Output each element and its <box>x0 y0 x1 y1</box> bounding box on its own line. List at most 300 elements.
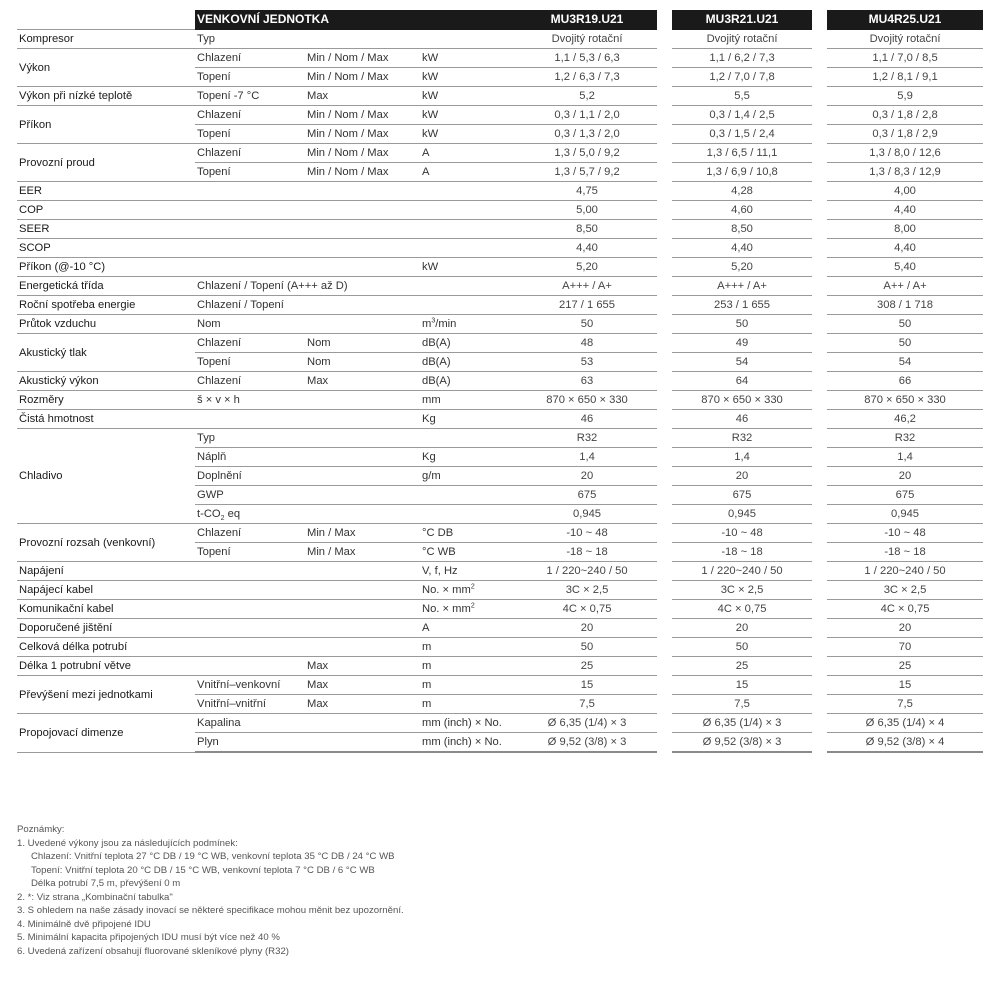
column-gap <box>812 49 827 68</box>
table-row <box>17 410 983 429</box>
table-row <box>17 30 983 49</box>
row-unit <box>420 695 517 714</box>
row-condition <box>195 201 305 220</box>
value-cell-model-2: 50 <box>672 638 812 657</box>
value-cell-model-2: R32 <box>672 429 812 448</box>
value-cell-model-3: 4,40 <box>827 201 983 220</box>
column-gap <box>657 239 672 258</box>
value-cell-model-3: 5,40 <box>827 258 983 277</box>
column-gap <box>657 87 672 106</box>
value-cell-model-3: A++ / A+ <box>827 277 983 296</box>
column-gap <box>657 106 672 125</box>
column-gap <box>812 201 827 220</box>
value-cell-model-2: 7,5 <box>672 695 812 714</box>
row-unit <box>420 714 517 733</box>
table-row <box>17 619 983 638</box>
value-cell-model-1: 675 <box>517 486 657 505</box>
row-unit <box>420 467 517 486</box>
row-unit <box>420 562 517 581</box>
row-condition <box>195 49 305 68</box>
table-row <box>17 600 983 619</box>
value-cell-model-2: -10 ~ 48 <box>672 524 812 543</box>
row-mode: Nom <box>305 334 420 353</box>
value-cell-model-1: 1,3 / 5,0 / 9,2 <box>517 144 657 163</box>
column-gap <box>812 486 827 505</box>
value-cell-model-3: 8,00 <box>827 220 983 239</box>
row-unit <box>420 30 517 49</box>
value-cell-model-2: A+++ / A+ <box>672 277 812 296</box>
row-condition <box>195 676 305 695</box>
value-cell-model-1: 5,00 <box>517 201 657 220</box>
value-cell-model-1: 1,2 / 6,3 / 7,3 <box>517 68 657 87</box>
condition-text: Topení <box>197 546 231 558</box>
row-label: Doporučené jištění <box>17 619 195 638</box>
value-cell-model-3: -10 ~ 48 <box>827 524 983 543</box>
row-unit <box>420 87 517 106</box>
row-mode <box>305 467 420 486</box>
value-cell-model-2: 4,28 <box>672 182 812 201</box>
condition-text: Plyn <box>197 736 219 748</box>
row-unit <box>420 334 517 353</box>
note-line: 1. Uvedené výkony jsou za následujících podmínek: <box>17 837 238 849</box>
column-gap <box>657 125 672 144</box>
row-unit <box>420 125 517 144</box>
value-cell-model-1: 217 / 1 655 <box>517 296 657 315</box>
unit-text: mm (inch) × No. <box>422 736 502 748</box>
value-cell-model-1: Ø 9,52 (3/8) × 3 <box>517 733 657 753</box>
note-line: Topení: Vnitřní teplota 20 °C DB / 15 °C WB, venkovní teplota 7 °C DB / 6 °C WB <box>31 864 375 876</box>
condition-text: Topení <box>197 166 231 178</box>
value-cell-model-1: 4C × 0,75 <box>517 600 657 619</box>
row-condition <box>195 277 420 296</box>
unit-text: kW <box>422 71 439 83</box>
column-gap <box>812 87 827 106</box>
row-mode: Max <box>305 695 420 714</box>
row-mode <box>305 30 420 49</box>
column-gap <box>812 163 827 182</box>
row-label: Příkon <box>17 106 195 144</box>
condition-text: Chlazení / Topení (A+++ až D) <box>197 280 348 292</box>
row-mode: Min / Nom / Max <box>305 163 420 182</box>
value-cell-model-2: 870 × 650 × 330 <box>672 391 812 410</box>
value-cell-model-2: 54 <box>672 353 812 372</box>
row-unit <box>420 353 517 372</box>
table-row <box>17 714 983 733</box>
column-gap <box>812 182 827 201</box>
row-label: Délka 1 potrubní větve <box>17 657 195 676</box>
value-cell-model-2: 1 / 220~240 / 50 <box>672 562 812 581</box>
row-condition <box>195 581 305 600</box>
row-label: Energetická třída <box>17 277 195 296</box>
value-cell-model-3: 1,3 / 8,3 / 12,9 <box>827 163 983 182</box>
row-condition <box>195 695 305 714</box>
note-line: 4. Minimálně dvě připojené IDU <box>17 918 151 930</box>
condition-text: t-CO <box>197 508 221 520</box>
value-cell-model-3: 20 <box>827 619 983 638</box>
row-mode <box>305 733 420 753</box>
value-cell-model-2: 1,1 / 6,2 / 7,3 <box>672 49 812 68</box>
column-gap <box>657 638 672 657</box>
value-cell-model-1: R32 <box>517 429 657 448</box>
table-row <box>17 106 983 125</box>
row-condition <box>195 125 305 144</box>
row-label: Propojovací dimenze <box>17 714 195 753</box>
value-cell-model-3: 15 <box>827 676 983 695</box>
row-condition <box>195 733 305 753</box>
value-cell-model-2: 46 <box>672 410 812 429</box>
row-mode: Min / Nom / Max <box>305 68 420 87</box>
row-mode <box>305 600 420 619</box>
unit-text: Kg <box>422 451 436 463</box>
row-unit <box>420 106 517 125</box>
column-gap <box>812 714 827 733</box>
table-row <box>17 562 983 581</box>
row-label: Výkon při nízké teplotě <box>17 87 195 106</box>
value-cell-model-1: Dvojitý rotační <box>517 30 657 49</box>
row-unit <box>420 68 517 87</box>
column-gap <box>657 733 672 753</box>
column-gap <box>657 68 672 87</box>
row-unit <box>420 182 517 201</box>
row-unit <box>420 543 517 562</box>
row-condition <box>195 68 305 87</box>
column-gap <box>657 581 672 600</box>
column-gap <box>657 505 672 524</box>
value-cell-model-3: 5,9 <box>827 87 983 106</box>
condition-text: Chlazení <box>197 52 242 64</box>
row-unit <box>420 524 517 543</box>
table-row <box>17 144 983 163</box>
unit-text: kW <box>422 52 439 64</box>
column-gap <box>657 182 672 201</box>
value-cell-model-2: Dvojitý rotační <box>672 30 812 49</box>
value-cell-model-3: 0,945 <box>827 505 983 524</box>
value-cell-model-3: 0,3 / 1,8 / 2,9 <box>827 125 983 144</box>
unit-superscript: 2 <box>470 602 475 610</box>
row-mode <box>305 505 420 524</box>
table-row <box>17 391 983 410</box>
table-row <box>17 429 983 448</box>
row-unit <box>420 505 517 524</box>
condition-text: Kapalina <box>197 717 241 729</box>
value-cell-model-3: Ø 9,52 (3/8) × 4 <box>827 733 983 753</box>
column-gap <box>657 315 672 334</box>
row-condition <box>195 296 420 315</box>
condition-text: Typ <box>197 432 216 444</box>
row-unit <box>420 733 517 753</box>
value-cell-model-3: 7,5 <box>827 695 983 714</box>
column-gap <box>657 372 672 391</box>
row-label: Napájení <box>17 562 195 581</box>
unit-text: °C DB <box>422 527 454 539</box>
row-unit <box>420 657 517 676</box>
row-unit <box>420 600 517 619</box>
spec-table <box>17 10 983 753</box>
value-cell-model-3: 1,2 / 8,1 / 9,1 <box>827 68 983 87</box>
row-unit <box>420 49 517 68</box>
spec-table-body <box>17 30 983 753</box>
unit-text: dB(A) <box>422 356 451 368</box>
column-gap <box>812 220 827 239</box>
column-gap <box>812 334 827 353</box>
value-cell-model-1: 50 <box>517 315 657 334</box>
row-condition <box>195 106 305 125</box>
value-cell-model-1: 3C × 2,5 <box>517 581 657 600</box>
value-cell-model-3: -18 ~ 18 <box>827 543 983 562</box>
condition-text: Vnitřní–vnitřní <box>197 698 267 710</box>
column-gap <box>812 581 827 600</box>
row-condition <box>195 258 305 277</box>
column-gap <box>812 315 827 334</box>
column-gap <box>657 30 672 49</box>
unit-text: m <box>422 318 432 330</box>
row-mode: Min / Max <box>305 543 420 562</box>
column-gap <box>657 277 672 296</box>
column-gap <box>812 524 827 543</box>
row-mode <box>305 581 420 600</box>
row-unit <box>420 429 517 448</box>
row-unit <box>420 296 517 315</box>
row-condition <box>195 429 305 448</box>
unit-text: m <box>422 641 432 653</box>
condition-text: Doplnění <box>197 470 242 482</box>
value-cell-model-3: Ø 6,35 (1/4) × 4 <box>827 714 983 733</box>
value-cell-model-3: 70 <box>827 638 983 657</box>
row-unit <box>420 448 517 467</box>
column-gap <box>812 676 827 695</box>
table-row <box>17 239 983 258</box>
column-gap <box>812 505 827 524</box>
row-label: Průtok vzduchu <box>17 315 195 334</box>
value-cell-model-2: 5,20 <box>672 258 812 277</box>
value-cell-model-2: 1,3 / 6,5 / 11,1 <box>672 144 812 163</box>
value-cell-model-1: 5,20 <box>517 258 657 277</box>
unit-text: A <box>422 622 430 634</box>
value-cell-model-3: 54 <box>827 353 983 372</box>
column-gap <box>812 638 827 657</box>
value-cell-model-3: 25 <box>827 657 983 676</box>
column-gap <box>657 695 672 714</box>
column-gap <box>657 334 672 353</box>
value-cell-model-2: 49 <box>672 334 812 353</box>
note-line: 2. *: Viz strana „Kombinační tabulka" <box>17 891 173 903</box>
note-line: 5. Minimální kapacita připojených IDU musí být více než 40 % <box>17 932 280 943</box>
table-row <box>17 277 983 296</box>
row-condition <box>195 638 305 657</box>
column-gap <box>657 49 672 68</box>
row-label: Čistá hmotnost <box>17 410 195 429</box>
row-mode <box>305 486 420 505</box>
row-label: Napájecí kabel <box>17 581 195 600</box>
value-cell-model-1: 1,3 / 5,7 / 9,2 <box>517 163 657 182</box>
value-cell-model-3: 4,00 <box>827 182 983 201</box>
note-line: 3. S ohledem na naše zásady inovací se některé specifikace mohou měnit bez upozornění. <box>17 905 404 916</box>
column-gap <box>812 258 827 277</box>
row-label: Rozměry <box>17 391 195 410</box>
value-cell-model-3: 20 <box>827 467 983 486</box>
column-gap <box>812 600 827 619</box>
row-condition <box>195 448 305 467</box>
value-cell-model-1: Ø 6,35 (1/4) × 3 <box>517 714 657 733</box>
value-cell-model-1: 1,1 / 5,3 / 6,3 <box>517 49 657 68</box>
condition-text: Chlazení <box>197 337 242 349</box>
condition-text: Topení <box>197 71 231 83</box>
value-cell-model-3: 4C × 0,75 <box>827 600 983 619</box>
value-cell-model-2: Ø 9,52 (3/8) × 3 <box>672 733 812 753</box>
unit-text: m <box>422 698 432 710</box>
row-label: Výkon <box>17 49 195 87</box>
row-unit <box>420 201 517 220</box>
condition-text: Vnitřní–venkovní <box>197 679 281 691</box>
note-line: Chlazení: Vnitřní teplota 27 °C DB / 19 °C WB, venkovní teplota 35 °C DB / 24 °C WB <box>31 851 395 862</box>
value-cell-model-3: 0,3 / 1,8 / 2,8 <box>827 106 983 125</box>
row-label: Provozní proud <box>17 144 195 182</box>
column-gap <box>657 467 672 486</box>
column-gap <box>812 429 827 448</box>
row-unit <box>420 619 517 638</box>
row-condition <box>195 524 305 543</box>
unit-text: A <box>422 166 430 178</box>
row-condition <box>195 334 305 353</box>
unit-text: m <box>422 660 432 672</box>
column-gap <box>812 410 827 429</box>
row-unit <box>420 372 517 391</box>
column-gap <box>657 676 672 695</box>
table-title: VENKOVNÍ JEDNOTKA <box>195 10 517 30</box>
note-line: Délka potrubí 7,5 m, převýšení 0 m <box>31 878 181 889</box>
value-cell-model-2: 64 <box>672 372 812 391</box>
model-header-3: MU4R25.U21 <box>827 10 983 30</box>
row-label: SCOP <box>17 239 195 258</box>
value-cell-model-2: 0,945 <box>672 505 812 524</box>
header-row <box>17 10 983 30</box>
unit-text: g/m <box>422 470 441 482</box>
column-gap <box>812 467 827 486</box>
table-row <box>17 315 983 334</box>
table-row <box>17 657 983 676</box>
value-cell-model-1: 53 <box>517 353 657 372</box>
value-cell-model-1: 5,2 <box>517 87 657 106</box>
value-cell-model-2: -18 ~ 18 <box>672 543 812 562</box>
column-gap <box>657 163 672 182</box>
notes-heading: Poznámky: <box>17 824 65 835</box>
row-unit <box>420 258 517 277</box>
column-gap <box>657 562 672 581</box>
value-cell-model-1: -10 ~ 48 <box>517 524 657 543</box>
notes-list <box>17 837 717 959</box>
row-mode <box>305 619 420 638</box>
column-gap <box>657 201 672 220</box>
row-mode: Min / Nom / Max <box>305 49 420 68</box>
row-condition <box>195 657 305 676</box>
value-cell-model-3: 1,4 <box>827 448 983 467</box>
row-unit <box>420 486 517 505</box>
column-gap <box>657 619 672 638</box>
column-gap <box>657 543 672 562</box>
unit-text: kW <box>422 128 439 140</box>
value-cell-model-1: 0,3 / 1,1 / 2,0 <box>517 106 657 125</box>
value-cell-model-2: 8,50 <box>672 220 812 239</box>
value-cell-model-2: 50 <box>672 315 812 334</box>
row-unit <box>420 144 517 163</box>
column-gap <box>657 657 672 676</box>
value-cell-model-2: 1,4 <box>672 448 812 467</box>
value-cell-model-2: 3C × 2,5 <box>672 581 812 600</box>
condition-text: Chlazení <box>197 147 242 159</box>
table-row <box>17 676 983 695</box>
row-unit <box>420 581 517 600</box>
row-mode: Min / Nom / Max <box>305 106 420 125</box>
column-gap <box>657 600 672 619</box>
value-cell-model-2: Ø 6,35 (1/4) × 3 <box>672 714 812 733</box>
row-mode <box>305 220 420 239</box>
row-condition <box>195 543 305 562</box>
row-label: Chladivo <box>17 429 195 524</box>
row-mode <box>305 258 420 277</box>
value-cell-model-1: 1 / 220~240 / 50 <box>517 562 657 581</box>
value-cell-model-3: 50 <box>827 334 983 353</box>
row-mode <box>305 239 420 258</box>
condition-tail: eq <box>224 508 241 520</box>
column-gap <box>812 562 827 581</box>
row-condition <box>195 30 305 49</box>
row-mode <box>305 638 420 657</box>
table-row <box>17 524 983 543</box>
column-gap <box>657 258 672 277</box>
value-cell-model-1: 0,3 / 1,3 / 2,0 <box>517 125 657 144</box>
column-gap <box>812 391 827 410</box>
unit-text: °C WB <box>422 546 456 558</box>
unit-text: dB(A) <box>422 337 451 349</box>
row-label: Roční spotřeba energie <box>17 296 195 315</box>
value-cell-model-1: 15 <box>517 676 657 695</box>
value-cell-model-2: 1,3 / 6,9 / 10,8 <box>672 163 812 182</box>
value-cell-model-3: 4,40 <box>827 239 983 258</box>
value-cell-model-1: 870 × 650 × 330 <box>517 391 657 410</box>
row-label: EER <box>17 182 195 201</box>
value-cell-model-3: 1 / 220~240 / 50 <box>827 562 983 581</box>
model-header-1: MU3R19.U21 <box>517 10 657 30</box>
column-gap <box>812 657 827 676</box>
row-label: Akustický výkon <box>17 372 195 391</box>
column-gap <box>812 125 827 144</box>
row-mode <box>305 562 420 581</box>
value-cell-model-3: 66 <box>827 372 983 391</box>
header-corner <box>17 10 195 30</box>
unit-superscript: 2 <box>470 583 475 591</box>
condition-text: Topení -7 °C <box>197 90 260 102</box>
table-row <box>17 258 983 277</box>
column-gap <box>657 296 672 315</box>
column-gap <box>657 714 672 733</box>
column-gap <box>812 106 827 125</box>
row-mode: Max <box>305 676 420 695</box>
column-gap <box>812 372 827 391</box>
row-condition <box>195 467 305 486</box>
table-row <box>17 220 983 239</box>
value-cell-model-1: 8,50 <box>517 220 657 239</box>
table-row <box>17 638 983 657</box>
notes-section <box>17 823 717 958</box>
row-unit <box>420 391 517 410</box>
condition-text: Typ <box>197 33 216 45</box>
condition-text: Chlazení <box>197 109 242 121</box>
value-cell-model-2: 5,5 <box>672 87 812 106</box>
row-condition <box>195 239 305 258</box>
row-unit <box>420 163 517 182</box>
table-row <box>17 372 983 391</box>
condition-text: Nom <box>197 318 221 330</box>
